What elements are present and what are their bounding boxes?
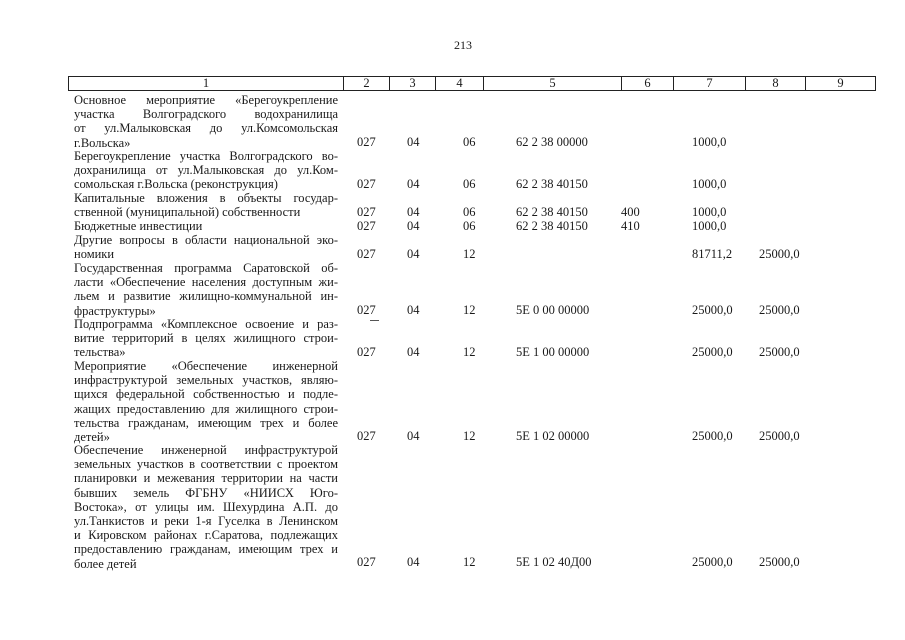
cell-subsection: 06: [463, 177, 476, 191]
cell-ministry-code: 027: [357, 555, 376, 569]
cell-amount-col7: 1000,0: [692, 205, 727, 219]
table-row-description: [74, 191, 338, 219]
cell-amount-col8: 25000,0: [759, 303, 800, 317]
cell-subsection: 06: [463, 219, 476, 233]
cell-section: 04: [407, 177, 420, 191]
cell-subsection: 12: [463, 429, 476, 443]
cell-amount-col7: 1000,0: [692, 177, 727, 191]
cell-subsection: 12: [463, 303, 476, 317]
description-line: витие территорий в целях жилищного строи-: [74, 331, 338, 346]
cell-ministry-code: 027: [357, 135, 376, 149]
description-line: номики: [74, 247, 115, 262]
description-line: тельства»: [74, 345, 126, 360]
cell-amount-col7: 81711,2: [692, 247, 733, 261]
description-line: Государственная программа Саратовской об-: [74, 261, 338, 275]
cell-section: 04: [407, 135, 420, 149]
table-row-description: [74, 149, 338, 192]
cell-section: 04: [407, 345, 420, 359]
description-line: Берегоукрепление участка Волгоградского во-: [74, 149, 338, 163]
description-line: жащих предоставлению для жилищного строи-: [74, 401, 338, 416]
header-col-5: 5: [484, 76, 622, 91]
cell-ministry-code: 027: [357, 429, 376, 443]
cell-amount-col8: 25000,0: [759, 555, 800, 569]
description-line: ласти «Обеспечение населения доступным жи-: [74, 275, 338, 290]
cell-section: 04: [407, 205, 420, 219]
cell-section: 04: [407, 303, 420, 317]
cell-amount-col7: 25000,0: [692, 429, 733, 443]
cell-subsection: 12: [463, 247, 476, 261]
cell-subsection: 06: [463, 205, 476, 219]
description-line: бывших земель ФГБНУ «НИИСХ Юго-: [74, 485, 338, 500]
header-col-3: 3: [390, 76, 436, 91]
cell-section: 04: [407, 247, 420, 261]
header-col-7: 7: [674, 76, 746, 91]
description-line: Другие вопросы в области национальной эко-: [74, 233, 338, 247]
description-line: инфраструктурой земельных участков, являю-: [74, 373, 338, 388]
cell-subsection: 12: [463, 345, 476, 359]
cell-amount-col7: 1000,0: [692, 219, 727, 233]
description-line: Мероприятие «Обеспечение инженерной: [74, 359, 338, 373]
description-line: тельства гражданам, имеющим трех и более: [74, 415, 338, 430]
description-line: Капитальные вложения в объекты государ-: [74, 191, 338, 205]
description-line: и Кировском районах г.Саратова, подлежащих: [74, 528, 338, 543]
description-line: участка Волгоградского водохранилища: [74, 107, 338, 122]
cell-amount-col8: 25000,0: [759, 429, 800, 443]
cell-expense-type: 400: [621, 205, 640, 219]
cell-ministry-code: 027: [357, 177, 376, 191]
table-row-description: [74, 359, 338, 444]
description-line: льем и развитие жилищно-коммунальной ин-: [74, 289, 338, 304]
description-line: Востока», от улицы им. Шехурдина А.П. до: [74, 499, 338, 514]
description-line: Подпрограмма «Комплексное освоение и раз-: [74, 317, 338, 331]
table-row-description: [74, 233, 338, 261]
description-line: планировки и межевания территории на части: [74, 471, 338, 486]
cell-section: 04: [407, 429, 420, 443]
cell-ministry-code: 027: [357, 219, 376, 233]
description-line: дохранилища от ул.Малыковская до ул.Ком-: [74, 163, 338, 178]
description-line: г.Вольска»: [74, 135, 131, 150]
table-row-description: [74, 317, 338, 360]
cell-ministry-code: 027: [357, 345, 376, 359]
description-line: Основное мероприятие «Берегоукрепление: [74, 93, 338, 107]
cell-amount-col7: 25000,0: [692, 345, 733, 359]
cell-amount-col7: 1000,0: [692, 135, 727, 149]
scan-mark: [370, 320, 379, 321]
cell-target-article: 62 2 38 40150: [516, 205, 588, 219]
cell-amount-col7: 25000,0: [692, 555, 733, 569]
cell-ministry-code: 027: [357, 247, 376, 261]
cell-amount-col7: 25000,0: [692, 303, 733, 317]
table-row-description: [74, 93, 338, 150]
table-header: [68, 76, 876, 91]
description-line: ул.Танкистов и реки 1-я Гуселка в Ленинском: [74, 513, 338, 528]
cell-section: 04: [407, 219, 420, 233]
description-line: земельных участков в соответствии с проектом: [74, 457, 338, 472]
header-col-9: 9: [806, 76, 876, 91]
cell-target-article: 5Е 0 00 00000: [516, 303, 590, 317]
description-line: Бюджетные инвестиции: [74, 219, 203, 233]
table-row-description: [74, 261, 338, 318]
header-col-6: 6: [622, 76, 674, 91]
cell-target-article: 5Е 1 02 40Д00: [516, 555, 592, 569]
cell-target-article: 62 2 38 40150: [516, 219, 588, 233]
cell-target-article: 5Е 1 00 00000: [516, 345, 590, 359]
description-line: более детей: [74, 556, 137, 571]
cell-section: 04: [407, 555, 420, 569]
cell-ministry-code: 027: [357, 205, 376, 219]
header-col-1: 1: [68, 76, 344, 91]
cell-subsection: 12: [463, 555, 476, 569]
table-row-description: [74, 219, 338, 233]
description-line: от ул.Малыковская до ул.Комсомольская: [74, 121, 338, 136]
description-line: щихся федеральной собственностью и подле-: [74, 387, 338, 402]
description-line: ственной (муниципальной) собственности: [74, 205, 301, 220]
cell-expense-type: 410: [621, 219, 640, 233]
cell-amount-col8: 25000,0: [759, 247, 800, 261]
header-col-2: 2: [344, 76, 390, 91]
description-line: предоставлению гражданам, имеющим трех и: [74, 542, 338, 557]
header-col-8: 8: [746, 76, 806, 91]
description-line: детей»: [74, 429, 110, 444]
header-col-4: 4: [436, 76, 484, 91]
cell-subsection: 06: [463, 135, 476, 149]
description-line: Обеспечение инженерной инфраструктурой: [74, 443, 338, 457]
description-line: сомольская г.Вольска (реконструкция): [74, 177, 278, 192]
description-line: фраструктуры»: [74, 303, 156, 318]
cell-target-article: 62 2 38 40150: [516, 177, 588, 191]
cell-amount-col8: 25000,0: [759, 345, 800, 359]
cell-target-article: 62 2 38 00000: [516, 135, 588, 149]
cell-ministry-code: 027: [357, 303, 376, 317]
cell-target-article: 5Е 1 02 00000: [516, 429, 590, 443]
page-number: 213: [454, 38, 472, 52]
table-row-description: [74, 443, 338, 571]
